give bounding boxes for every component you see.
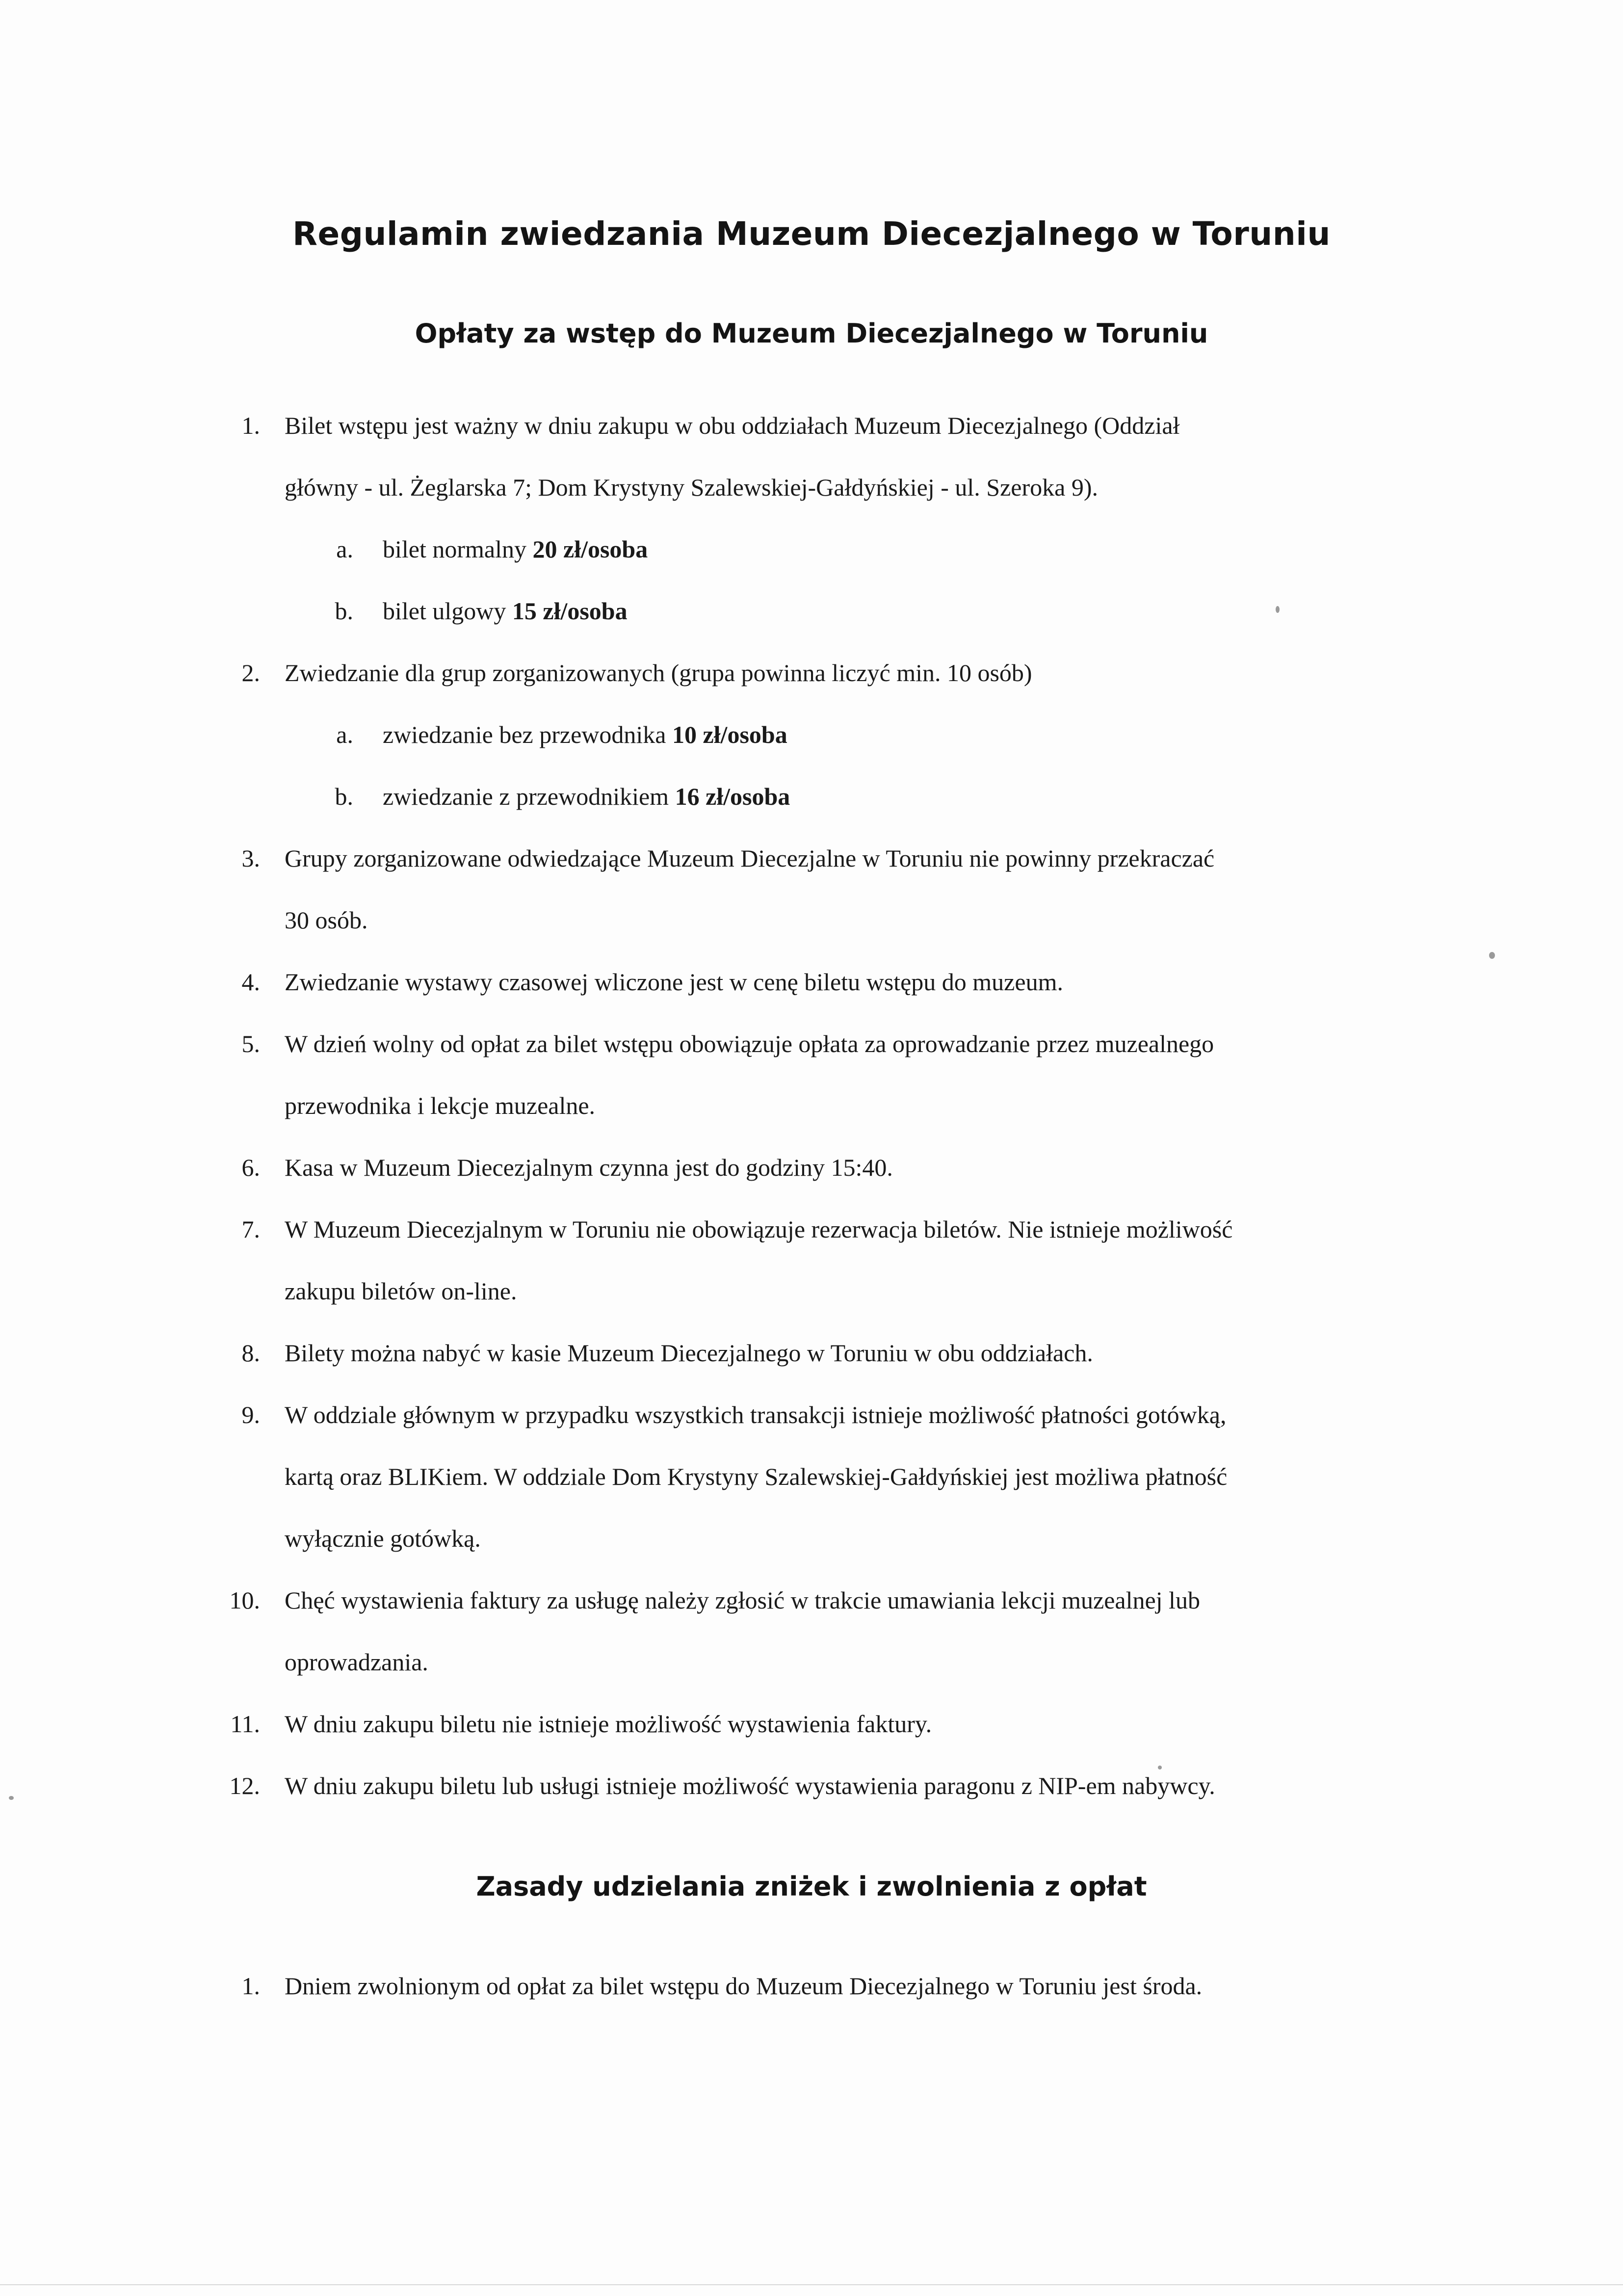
list-item-number: 2.: [241, 659, 260, 686]
list-item-text: Zwiedzanie wystawy czasowej wliczone jest w cenę biletu wstępu do muzeum.: [285, 968, 1063, 996]
sub-item-letter: b.: [335, 783, 353, 810]
sub-item-text: [383, 720, 787, 749]
list-item-text: W dniu zakupu biletu nie istnieje możliwość wystawienia faktury.: [285, 1710, 932, 1738]
scan-speck: [1158, 1766, 1162, 1769]
list-item-text: przewodnika i lekcje muzealne.: [285, 1092, 596, 1119]
list-item-text: Bilet wstępu jest ważny w dniu zakupu w obu oddziałach Muzeum Diecezjalnego (Oddział: [285, 412, 1180, 439]
list-item-text: Zwiedzanie dla grup zorganizowanych (grupa powinna liczyć min. 10 osób): [285, 659, 1032, 686]
sub-item-label: zwiedzanie z przewodnikiem: [383, 783, 675, 810]
list-item-number: 1.: [241, 1972, 260, 2000]
sub-item-label: bilet ulgowy: [383, 597, 512, 625]
list-item-text: kartą oraz BLIKiem. W oddziale Dom Krystyny Szalewskiej-Gałdyńskiej jest możliwa płatność: [285, 1463, 1228, 1490]
list-item-number: 8.: [241, 1339, 260, 1367]
sub-item-label: bilet normalny: [383, 535, 533, 563]
list-item-number: 4.: [241, 968, 260, 996]
price-value: 15 zł/osoba: [512, 597, 628, 625]
sub-item-text: [383, 597, 628, 625]
price-value: 16 zł/osoba: [675, 783, 790, 810]
list-item-number: 6.: [241, 1154, 260, 1181]
scan-speck: [1489, 952, 1495, 959]
list-item-number: 1.: [241, 412, 260, 439]
list-item-text: Dniem zwolnionym od opłat za bilet wstępu do Muzeum Diecezjalnego w Toruniu jest środa.: [285, 1972, 1203, 2000]
section-heading-discounts: Zasady udzielania zniżek i zwolnienia z opłat: [476, 1871, 1147, 1902]
list-item-text: wyłącznie gotówką.: [285, 1525, 481, 1552]
list-item-text: W dzień wolny od opłat za bilet wstępu obowiązuje opłata za oprowadzanie przez muzealnego: [285, 1030, 1214, 1057]
sub-item-letter: a.: [336, 721, 353, 748]
section-heading-fees: Opłaty za wstęp do Muzeum Diecezjalnego w Toruniu: [415, 318, 1208, 349]
price-value: 20 zł/osoba: [532, 535, 648, 563]
list-item-text: główny - ul. Żeglarska 7; Dom Krystyny Szalewskiej-Gałdyńskiej - ul. Szeroka 9).: [285, 474, 1098, 501]
list-item-number: 5.: [241, 1030, 260, 1057]
list-item-text: zakupu biletów on-line.: [285, 1277, 517, 1305]
list-item-number: 3.: [241, 845, 260, 872]
list-item-number: 7.: [241, 1215, 260, 1243]
sub-item-letter: a.: [336, 535, 353, 563]
sub-item-label: zwiedzanie bez przewodnika: [383, 721, 672, 748]
list-item-text: Grupy zorganizowane odwiedzające Muzeum Diecezjalne w Toruniu nie powinny przekraczać: [285, 845, 1215, 872]
list-item-number: 12.: [229, 1772, 260, 1799]
price-value: 10 zł/osoba: [672, 721, 787, 748]
document-title: Regulamin zwiedzania Muzeum Diecezjalnego w Toruniu: [292, 215, 1331, 253]
scan-speck: [9, 1796, 14, 1800]
scan-speck: [1276, 606, 1280, 613]
list-item-text: Chęć wystawienia faktury za usługę należy zgłosić w trakcie umawiania lekcji muzealnej lub: [285, 1586, 1200, 1614]
list-item-number: 11.: [230, 1710, 260, 1738]
list-item-text: W dniu zakupu biletu lub usługi istnieje możliwość wystawienia paragonu z NIP-em nabywcy.: [285, 1772, 1215, 1799]
list-item-text: 30 osób.: [285, 906, 368, 934]
scan-edge-line: [0, 2284, 1623, 2285]
list-item-text: W Muzeum Diecezjalnym w Toruniu nie obowiązuje rezerwacja biletów. Nie istnieje możliwość: [285, 1215, 1233, 1243]
list-item-text: oprowadzania.: [285, 1648, 428, 1676]
list-item-text: Kasa w Muzeum Diecezjalnym czynna jest do godziny 15:40.: [285, 1154, 893, 1181]
sub-item-letter: b.: [335, 597, 353, 625]
list-item-text: Bilety można nabyć w kasie Muzeum Diecezjalnego w Toruniu w obu oddziałach.: [285, 1339, 1093, 1367]
list-item-number: 9.: [241, 1401, 260, 1428]
list-item-text: W oddziale głównym w przypadku wszystkich transakcji istnieje możliwość płatności gotówką,: [285, 1401, 1227, 1428]
list-item-number: 10.: [229, 1586, 260, 1614]
sub-item-text: [383, 782, 790, 811]
sub-item-text: [383, 535, 648, 563]
